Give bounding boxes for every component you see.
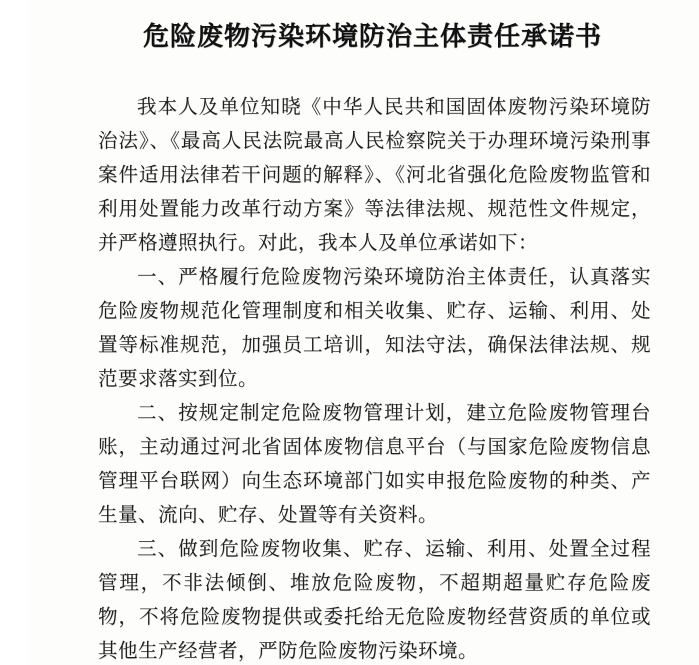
- document-title: 危险废物污染环境防治主体责任承诺书: [142, 22, 602, 51]
- document-body: [98, 91, 651, 665]
- document-paragraph: 二、按规定制定危险废物管理计划，建立危险废物管理台账，主动通过河北省固体废物信息平台（与国家危险废物信息管理平台联网）向生态环境部门如实申报危险废物的种类、产生量、流向、贮存、处置等有关资料。: [98, 403, 651, 526]
- document-paragraph: 一、严格履行危险废物污染环境防治主体责任，认真落实危险废物规范化管理制度和相关收集、贮存、运输、利用、处置等标准规范，加强员工培训，知法守法，确保法律法规、规范要求落实到位。: [98, 267, 651, 390]
- document-paragraph: 三、做到危险废物收集、贮存、运输、利用、处置全过程管理，不非法倾倒、堆放危险废物，不超期超量贮存危险废物，不将危险废物提供或委托给无危险废物经营资质的单位或其他生产经营者，严防危险废物污染环境。: [98, 539, 651, 662]
- document-paragraph: 我本人及单位知晓《中华人民共和国固体废物污染环境防治法》、《最高人民法院最高人民检察院关于办理环境污染刑事案件适用法律若干问题的解释》、《河北省强化危险废物监管和利用处置能力改革行动方案》等法律法规、规范性文件规定，并严格遵照执行。对此，我本人及单位承诺如下：: [98, 97, 651, 254]
